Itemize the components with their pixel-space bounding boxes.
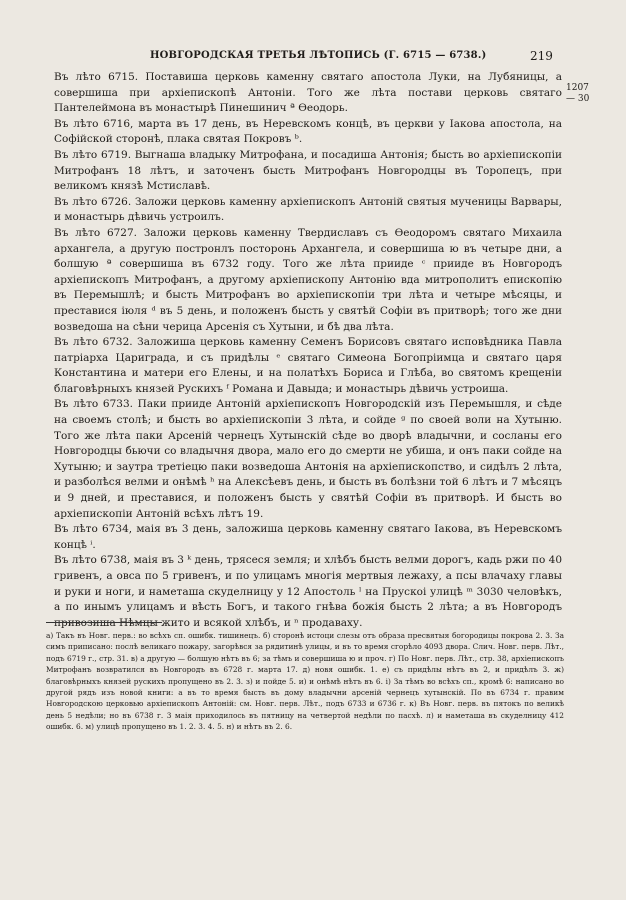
footnotes bbox=[46, 630, 564, 733]
running-head: НОВГОРОДСКАЯ ТРЕТЬЯ ЛѢТОПИСЬ (Г. 6715 — 6738.) bbox=[150, 50, 487, 61]
entry-6727: Въ лѣто 6727. Заложи церковь каменну Твердиславъ съ Ѳеодоромъ святаго Михаила архангела, а другую постронлъ посторонь Архангела, и совершиша ю въ четыре дни, а болшую ª совершиша въ 6732 году. Того же лѣта прииде ᶜ прииде въ Новгородъ архіепископъ Митрофанъ, а другому архіепископу Антонію вда митрополитъ епископію въ Перемышлѣ; и бысть Митрофанъ во архіепископіи три лѣта и четыре мѣсяцы, и преставися іюля ᵈ въ 5 день, и положенъ бысть у святѣй Софіи въ притворѣ; того же дни возведоша на сѣни черица Арсенія съ Хутыни, и бѣ два лѣта. bbox=[54, 226, 562, 333]
page-number: 219 bbox=[530, 49, 553, 63]
entry-6719: Въ лѣто 6719. Выгнаша владыку Митрофана, и посадиша Антонія; бысть во архіепископіи Митрофанъ 18 лѣтъ, и заточенъ бысть Митрофанъ Новгородцы въ Торопецъ, при великомъ князѣ Мстиславѣ. bbox=[54, 148, 562, 193]
entry-6716: Въ лѣто 6716, марта въ 17 день, въ Неревскомъ концѣ, въ церкви у Іакова апостола, на Софійской сторонѣ, плака святая Покровъ ᵇ. bbox=[54, 117, 562, 146]
entry-6734: Въ лѣто 6734, маія въ 3 день, заложиша церковь каменну святаго Іакова, въ Неревскомъ концѣ ⁱ. bbox=[54, 523, 562, 551]
footnote-block: а) Такъ въ Новг. перв.: во всѣхъ сп. ошибк. тишинецъ. б) сторонѣ истоци слезы отъ образа пресвятыя богородицы покрова 2. 3. За симъ приписано: послѣ великаго пожару, загорѣвся за рядитинѣ улицы, и въ то время сгорѣло 4093 двора. Слич. Новг. перв. Лѣт., подъ 6719 г., стр. 31. в) а другую — болшую нѣтъ въ 6; за тѣмъ и совершиша ю и проч. г) По Новг. перв. Лѣт., стр. 38, архіепископъ Митрофанъ возвратился въ Новгородъ въ 6728 г. марта 17. д) новя ошибк. 1. е) съ придѣлы нѣтъ въ 2, и придѣлъ 3. ж) благовѣрныхъ князей рускихъ пропущено въ 2. 3. з) и пойде 5. и) и онѣмѣ нѣтъ въ 6. і) За тѣмъ во всѣхъ сп., кромѣ 6: написано во другой рядъ изъ новой книги: а въ то время бысть въ дому владычни арсеній чернецъ хутынскій. По въ 6734 г. правим Новгородскою церковью архіепископъ Антоній: см. Новг. перв. Лѣт., подъ 6733 и 6736 г. к) Въ Новг. перв. въ пятокъ по великѣ день 5 недѣли; но въ 6738 г. 3 маія приходилось въ пятницу на четвертой недѣли по пасхѣ. л) и наметаша въ скуделницу 412 ошибк. 6. м) улицѣ пропущено въ 1. 2. 3. 4. 5. н) и нѣтъ въ 2. 6. bbox=[46, 631, 564, 732]
main-text bbox=[54, 70, 562, 631]
margin-year-note-range: — 30 bbox=[566, 94, 590, 104]
entry-6733: Въ лѣто 6733. Паки прииде Антоній архіепископъ Новгородскій изъ Перемышля, и сѣде на своемъ столѣ; и бысть во архіепископіи 3 лѣта, и сойде ᵍ по своей воли на Хутыню. Того же лѣта паки Арсеній чернецъ Хутынскій сѣде во дворѣ владычни, и сосланы его Новгородцы бьючи со владычня двора, мало его до смерти не убиша, и онъ паки сойде на Хутыню; и заутра третіецю паки возведоша Антонія на архіепископство, и сидѣлъ 2 лѣта, и разболѣся велми и онѣмѣ ʰ на Алексѣевъ день, и бысть въ болѣзни той 6 лѣтъ и 7 мѣсяцъ и 9 дней, и преставися, и положенъ бысть у святѣй Софіи въ притворѣ. И бысть во архіепископіи Антоній всѣхъ лѣтъ 19. bbox=[54, 398, 562, 520]
entry-6715: Въ лѣто 6715. Поставиша церковь каменну святаго апостола Луки, на Лубяницы, а совершиша при архіепископѣ Антоніи. Того же лѣта постави церковь святаго Пантелеймона въ монастырѣ Пинешинич ª Ѳеодорь. bbox=[54, 71, 562, 115]
margin-year-note: 1207 bbox=[566, 83, 589, 93]
footnote-rule bbox=[46, 622, 162, 623]
entry-6738: Въ лѣто 6738, маія въ 3 ᵏ день, трясеся земля; и хлѣбъ бысть велми дорогъ, кадь ржи по 40 гривенъ, а овса по 5 гривенъ, и по улицамъ многія мертвыя лежаху, а псы влачаху главы и руки и ноги, и наметаша скуделницу у 12 Апостоль ˡ на Прускоі улицѣ ᵐ 3030 человѣкъ, а по инымъ улицамъ и вѣсть Богъ, и такого гнѣва божія бысть 2 лѣта; а въ Новгородъ привозиша Нѣмцы жито и всякой хлѣбъ, и ⁿ продаваху. bbox=[54, 554, 562, 629]
entry-6732: Въ лѣто 6732. Заложиша церковь каменну Семенъ Борисовъ святаго исповѣдника Павла патріарха Цариграда, и съ придѣлы ᵉ святаго Симеона Богопріимца и святаго царя Константина и матери его Елены, и на полатѣхъ Бориса и Глѣба, во святомъ крещеніи благовѣрныхъ князей Рускихъ ᶠ Романа и Давыда; и монастырь дѣвичь устроиша. bbox=[54, 336, 562, 395]
entry-6726: Въ лѣто 6726. Заложи церковь каменну архіепископъ Антоній святыя мученицы Варвары, и монастырь дѣвичь устроилъ. bbox=[54, 195, 562, 224]
